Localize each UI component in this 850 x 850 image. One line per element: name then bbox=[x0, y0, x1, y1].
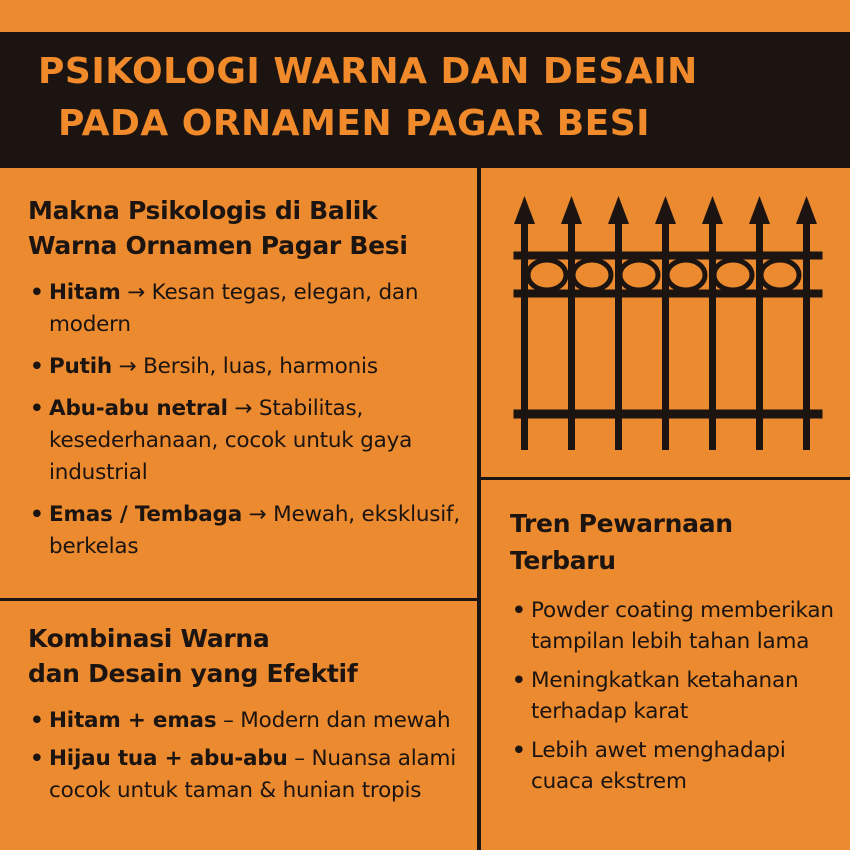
trends-heading bbox=[510, 505, 840, 579]
arrow: → bbox=[112, 354, 144, 379]
color-meaning-heading-line-2: Warna Ornamen Pagar Besi bbox=[28, 231, 408, 260]
bullet: • bbox=[512, 668, 526, 693]
item-desc: Mewah, eksklusif, berkelas bbox=[49, 502, 461, 559]
list-item bbox=[28, 499, 468, 563]
item-term: Hitam bbox=[49, 280, 121, 305]
color-meaning-heading-line-1: Makna Psikologis di Balik bbox=[28, 196, 378, 225]
item-text: Lebih awet menghadapi cuaca ekstrem bbox=[531, 738, 786, 794]
bullet: • bbox=[30, 280, 44, 305]
color-meaning-heading bbox=[28, 193, 468, 263]
separator: – bbox=[216, 708, 241, 733]
divider-left-horizontal bbox=[0, 598, 479, 601]
item-text: Meningkatkan ketahanan terhadap karat bbox=[531, 668, 799, 724]
list-item bbox=[28, 393, 468, 489]
bullet: • bbox=[512, 738, 526, 763]
item-desc: Nuansa alami cocok untuk taman & hunian tropis bbox=[49, 746, 457, 803]
color-meaning-list bbox=[28, 277, 468, 563]
combination-list bbox=[28, 705, 478, 807]
item-desc: Bersih, luas, harmonis bbox=[143, 354, 378, 379]
item-desc: Stabilitas, kesederhanaan, cocok untuk gaya industrial bbox=[49, 396, 413, 485]
page-title-line-2: PADA ORNAMEN PAGAR BESI bbox=[58, 103, 651, 144]
combination-heading-line-2: dan Desain yang Efektif bbox=[28, 659, 358, 688]
list-item bbox=[28, 351, 468, 383]
item-term: Hitam + emas bbox=[49, 708, 217, 733]
bullet: • bbox=[30, 354, 44, 379]
bullet: • bbox=[30, 708, 44, 733]
item-term: Hijau tua + abu-abu bbox=[49, 746, 288, 771]
item-term: Emas / Tembaga bbox=[49, 502, 243, 527]
arrow: → bbox=[227, 396, 259, 421]
combination-heading-line-1: Kombinasi Warna bbox=[28, 624, 270, 653]
combination-heading bbox=[28, 621, 478, 691]
color-meaning-panel bbox=[28, 193, 468, 573]
arrow: → bbox=[242, 502, 274, 527]
trends-heading-line-1: Tren Pewarnaan bbox=[510, 509, 733, 538]
page-title-line-1: PSIKOLOGI WARNA DAN DESAIN bbox=[38, 51, 698, 92]
bullet: • bbox=[512, 598, 526, 623]
trends-panel bbox=[510, 505, 840, 805]
list-item bbox=[28, 277, 468, 341]
item-desc: Modern dan mewah bbox=[240, 708, 451, 733]
bullet: • bbox=[30, 396, 44, 421]
trends-heading-line-2: Terbaru bbox=[510, 546, 616, 575]
list-item bbox=[28, 705, 478, 737]
title-banner bbox=[0, 32, 850, 168]
item-desc: Kesan tegas, elegan, dan modern bbox=[49, 280, 419, 337]
bullet: • bbox=[30, 746, 44, 771]
separator: – bbox=[287, 746, 312, 771]
divider-right-horizontal bbox=[479, 477, 850, 480]
list-item bbox=[510, 665, 840, 727]
item-term: Abu-abu netral bbox=[49, 396, 228, 421]
list-item bbox=[28, 743, 478, 807]
arrow: → bbox=[120, 280, 152, 305]
combination-panel bbox=[28, 621, 478, 813]
list-item bbox=[510, 735, 840, 797]
bullet: • bbox=[30, 502, 44, 527]
list-item bbox=[510, 595, 840, 657]
trends-list bbox=[510, 595, 840, 797]
item-text: Powder coating memberikan tampilan lebih tahan lama bbox=[531, 598, 834, 654]
iron-fence-icon bbox=[500, 190, 840, 460]
item-term: Putih bbox=[49, 354, 113, 379]
